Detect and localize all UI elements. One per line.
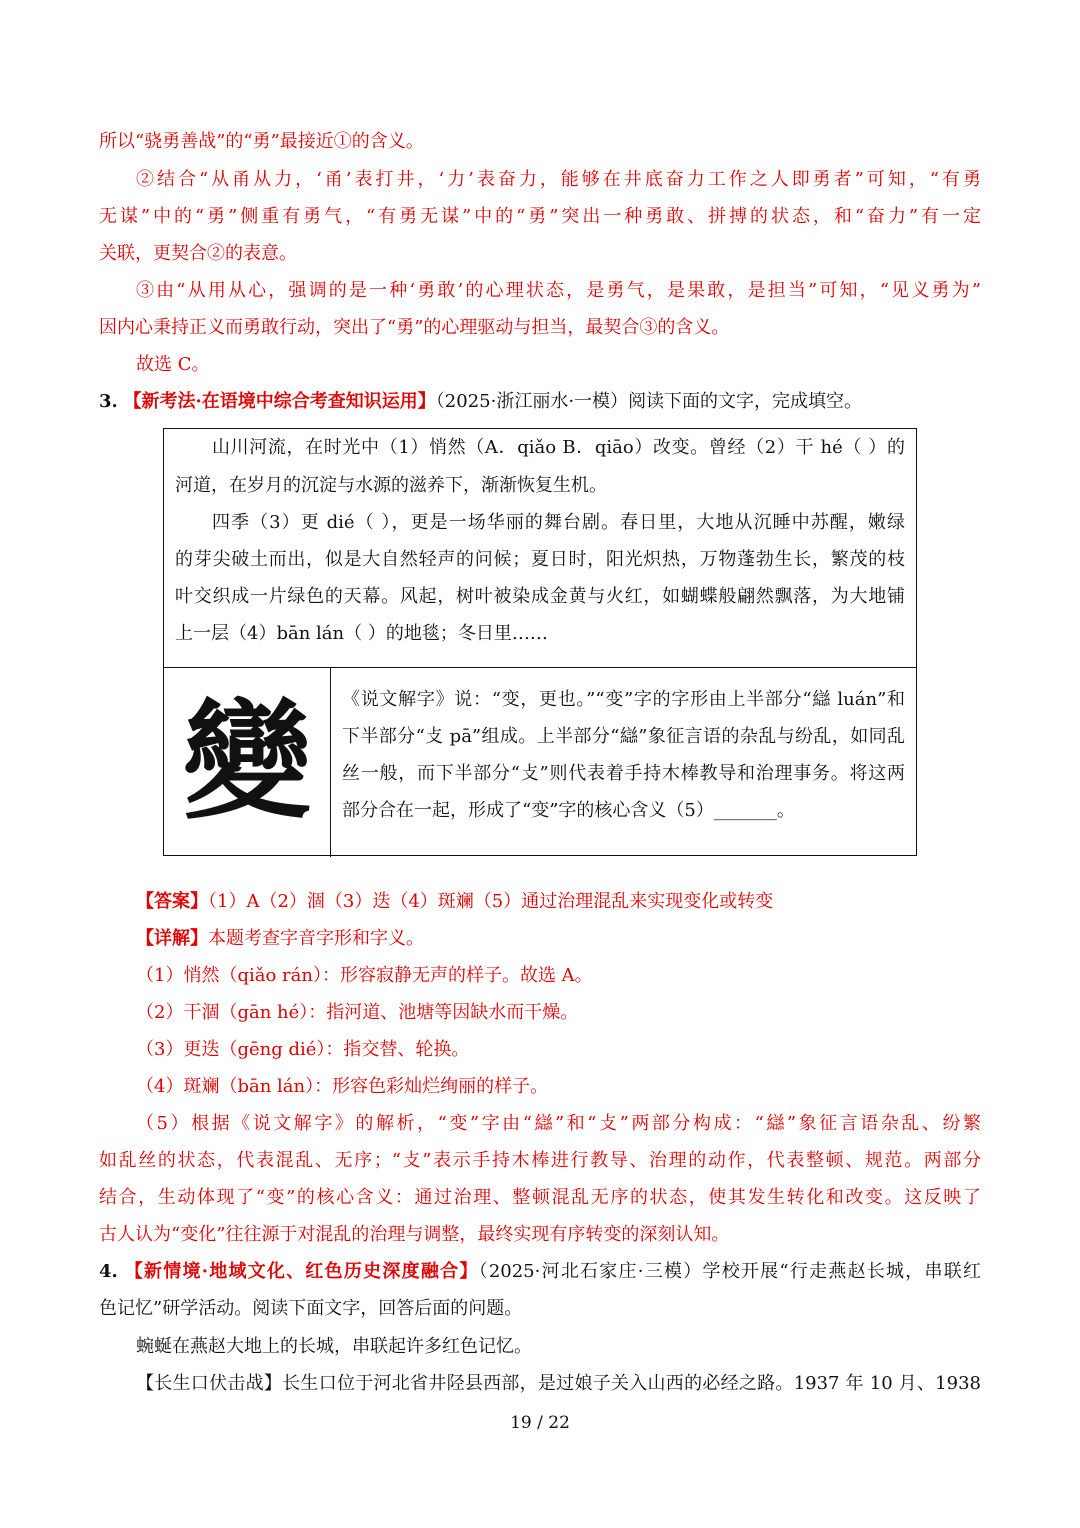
table-divider [164,667,916,668]
question-number: 4. [99,1261,118,1282]
seal-script-image [164,669,330,855]
explain-line-4: 关联，更契合②的表意。 [99,243,297,264]
question-tag: 【新情境·地域文化、红色历史深度融合】 [124,1261,479,1282]
question-number: 3. [99,391,118,412]
glyph-text-line-2: 下半部分“攴 pā”组成。上半部分“䜌”象征言语的杂乱与纷乱，如同乱 [342,726,906,747]
explain-line-3: 无谋”中的“勇”侧重有勇气，“有勇无谋”中的“勇”突出一种勇敢、拼搏的状态，和“奋力”有一定 [99,206,981,227]
answer-line [136,890,773,914]
question-tag: 【新考法·在语境中综合考查知识运用】 [123,391,436,412]
explain-item-5-line-4: 古人认为“变化”往往源于对混乱的治理与调整，最终实现有序转变的深刻认知。 [99,1224,730,1245]
answer-text: （1）A（2）涸（3）迭（4）斑斓（5）通过治理混乱来实现变化或转变 [208,891,774,912]
question-3-header [99,390,862,414]
answer-choice: 故选 C。 [136,354,210,375]
explain-line-6: 因内心秉持正义而勇敢行动，突出了“勇”的心理驱动与担当，最契合③的含义。 [99,317,730,338]
explain-item-5-line-2: 如乱丝的状态，代表混乱、无序；“攴”表示手持木棒进行教导、治理的动作，代表整顿、规范。两部分 [99,1150,981,1171]
explain-label: 【详解】 [136,928,208,949]
passage-line-6: 上一层（4）bān lán（ ）的地毯；冬日里…… [175,623,548,644]
explain-text: 本题考查字音字形和字义。 [208,928,424,949]
question-4-header [99,1260,981,1284]
page-number: 19 / 22 [510,1413,570,1433]
question-4-prompt-line-2: 色记忆”研学活动。阅读下面文字，回答后面的问题。 [99,1298,523,1319]
passage-line-5: 叶交织成一片绿色的天幕。风起，树叶被染成金黄与火红，如蝴蝶般翩然飘落，为大地铺 [175,586,905,607]
answer-label: 【答案】 [136,891,208,912]
glyph-text-line-4: 部分合在一起，形成了“变”字的核心含义（5）_______。 [342,800,795,821]
question-source: （2025·浙江丽水·一模） [435,391,629,412]
question-source: （2025·河北石家庄·三模） [478,1261,703,1282]
passage-line-2: 河道，在岁月的沉淀与水源的滋养下，渐渐恢复生机。 [175,475,607,496]
question-4-intro: 蜿蜒在燕赵大地上的长城，串联起许多红色记忆。 [136,1336,532,1357]
explain-line-5: ③由“从用从心，强调的是一种‘勇敢’的心理状态，是勇气，是果敢，是担当”可知，“见义勇为” [136,280,981,301]
passage-line-4: 的芽尖破土而出，似是大自然轻声的问候；夏日时，阳光炽热，万物蓬勃生长，繁茂的枝 [175,549,905,570]
seal-glyph: 變 [182,687,311,837]
explain-item-5-line-3: 结合，生动体现了“变”的核心含义：通过治理、整顿混乱无序的状态，使其发生转化和改变。这反映了 [99,1187,981,1208]
explain-header [136,927,424,951]
passage-line-3: 四季（3）更 dié（ ），更是一场华丽的舞台剧。春日里，大地从沉睡中苏醒，嫩绿 [212,512,905,533]
explain-item-5-line-1: （5）根据《说文解字》的解析，“变”字由“䜌”和“攴”两部分构成：“䜌”象征言语杂乱、纷繁 [136,1113,981,1134]
glyph-text-line-1: 《说文解字》说：“变，更也。”“变”字的字形由上半部分“䜌 luán”和 [342,689,905,710]
question-prompt: 阅读下面的文字，完成填空。 [628,391,863,412]
passage-line-1: 山川河流，在时光中（1）悄然（A．qiǎo B．qiāo）改变。曾经（2）干 hé（ ）的 [212,437,905,458]
explain-item-4: （4）斑斓（bān lán）：形容色彩灿烂绚丽的样子。 [136,1076,549,1097]
explain-item-2: （2）干涸（gān hé）：指河道、池塘等因缺水而干燥。 [136,1002,579,1023]
explain-line-2: ②结合“从甬从力，‘甬’表打井，‘力’表奋力，能够在井底奋力工作之人即勇者”可知，“有勇 [136,169,981,190]
glyph-text-line-3: 丝一般，而下半部分“攴”则代表着手持木棒教导和治理事务。将这两 [342,763,905,784]
question-4-paragraph: 【长生口伏击战】长生口位于河北省井陉县西部，是过娘子关入山西的必经之路。1937 年 10 月、1938 [136,1373,981,1394]
table-column-divider [330,667,331,857]
question-prompt: 学校开展“行走燕赵长城，串联红 [702,1261,981,1282]
explain-item-3: （3）更迭（gēng dié）：指交替、轮换。 [136,1039,470,1060]
explain-item-1: （1）悄然（qiǎo rán）：形容寂静无声的样子。故选 A。 [136,965,593,986]
explain-line-1: 所以“骁勇善战”的“勇”最接近①的含义。 [99,131,424,152]
